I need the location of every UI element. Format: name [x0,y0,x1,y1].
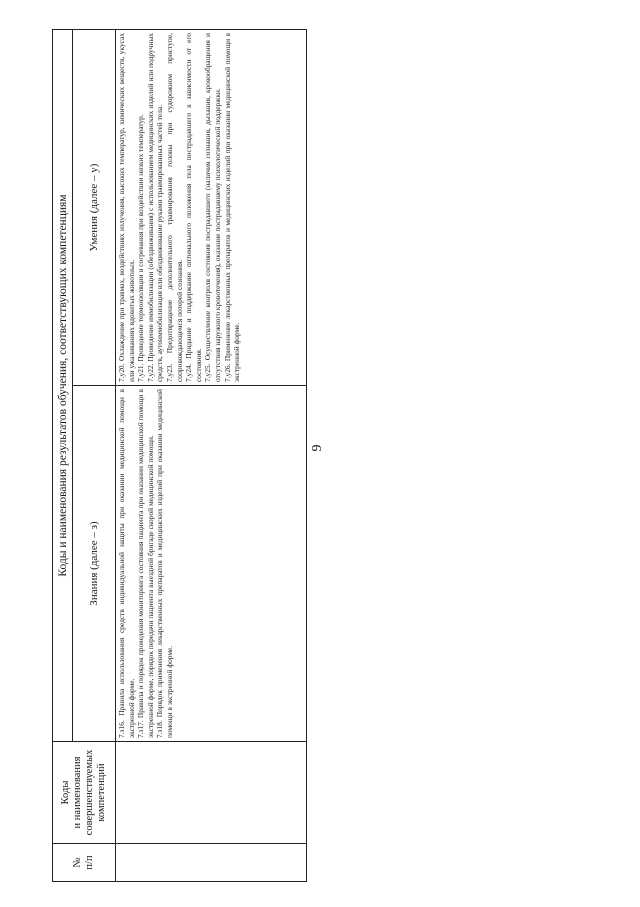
skill-item: 7.у26. Применение лекарственных препаратов и медицинских изделий при оказании медицинской помощи в экстренной форме. [222,33,242,382]
header-skills: Умения (далее – у) [73,30,116,386]
rotated-table-page [52,30,307,882]
cell-number [116,844,307,882]
cell-knowledge [116,386,307,742]
knowledge-item: 7.з18. Порядок применения лекарственных препаратов и медицинских изделий при оказании медицинской помощи в экстренной форме. [155,389,174,738]
skill-item: 7.у20. Охлаждение при травмах, воздействиях излучения, высоких температур, химических веществ, укусах или ужаливаниях ядовитых животных. [117,33,136,382]
cell-skills [116,30,307,386]
skill-item: 7.у23. Предотвращение дополнительного травмирования головы при судорожном приступе, сопровождающемся потерей сознания. [164,33,184,382]
competency-table [52,29,307,882]
header-codes: Коды и наименования совершенствуемых компетенций [53,742,116,844]
header-knowledge: Знания (далее – з) [73,386,116,742]
header-number: № п/п [53,844,116,882]
header-results: Коды и наименования результатов обучения, соответствующих компетенциям [53,30,73,742]
knowledge-item: 7.з17. Правила и порядок проведения мониторинга состояния пациента при оказании медицинской помощи в экстренной форме, порядок передачи пациента выездной бригаде скорой медицинской помощи. [136,389,155,738]
knowledge-item: 7.з16. Правила использования средств индивидуальной защиты при оказании медицинской помощи в экстренной форме. [117,389,136,738]
skill-item: 7.у25. Осуществление контроля состояния пострадавшего (наличия сознания, дыхания, кровообращения и отсутствия наружного кровотечения), оказание пострадавшему психологической поддержки. [203,33,222,382]
cell-codes [116,742,307,844]
skill-item: 7.у21. Проведение термоизоляции и согревания при воздействии низких температур. [136,114,146,382]
skill-item: 7.у22. Проведение иммобилизации (обездвиживания) с использованием медицинских изделий или подручных средств, аутоиммобилизация или обездвиживание руками травмированных частей тела. [145,33,165,382]
skill-item: 7.у24. Придание и поддержание оптимального положения тела пострадавшего в зависимости от его состояния. [184,33,203,382]
table-row [116,30,307,882]
page-number: 9 [310,444,325,452]
